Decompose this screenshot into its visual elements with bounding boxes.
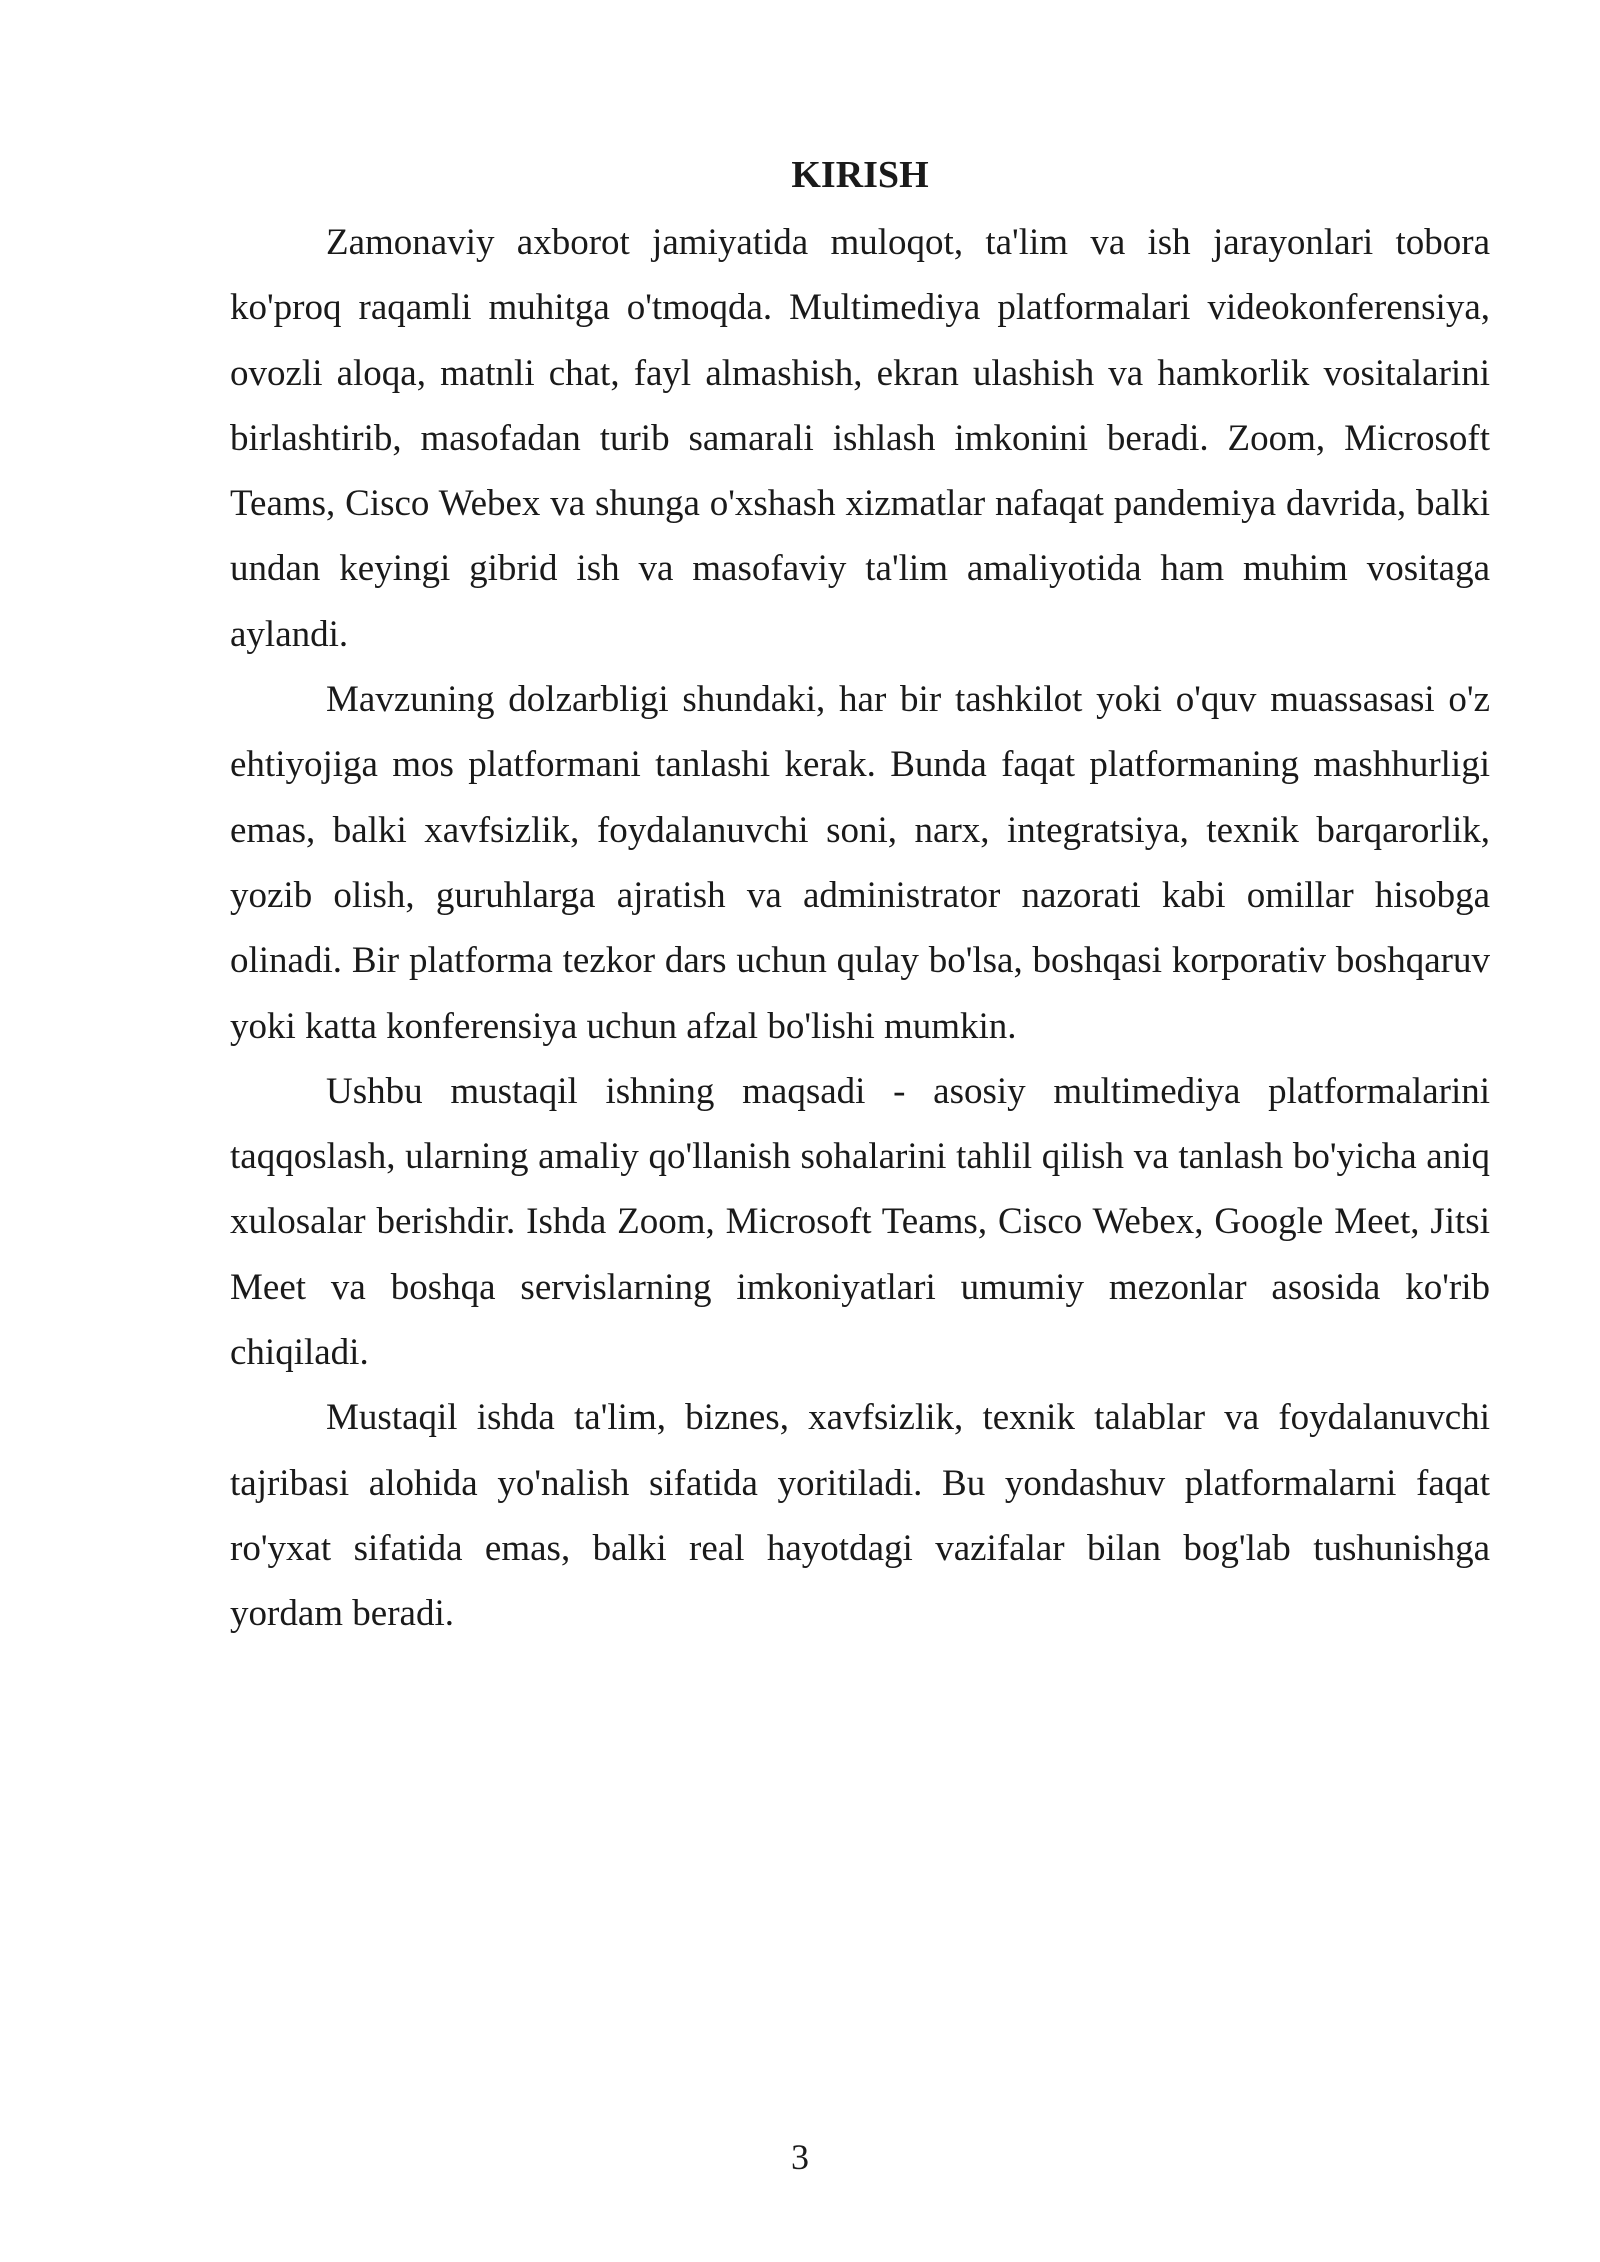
section-heading: KIRISH [791, 154, 929, 196]
page-number: 3 [791, 2137, 809, 2177]
paragraph-2: Mavzuning dolzarbligi shundaki, har bir tashkilot yoki o'quv muassasasi o'z ehtiyojiga mos platformani tanlashi kerak. Bunda faqat platformaning mashhurligi emas, balki xavfsizlik, foydalanuvchi soni, narx, integratsiya, texnik barqarorlik, yozib olish, guruhlarga ajratish va administrator nazorati kabi omillar hisobga olinadi. Bir platforma tezkor dars uchun qulay bo'lsa, boshqasi korporativ boshqaruv yoki katta konferensiya uchun afzal bo'lishi mumkin. [230, 679, 1490, 1047]
body-text [230, 210, 1490, 1647]
paragraph-4: Mustaqil ishda ta'lim, biznes, xavfsizlik, texnik talablar va foydalanuvchi tajribasi alohida yo'nalish sifatida yoritiladi. Bu yondashuv platformalarni faqat ro'yxat sifatida emas, balki real hayotdagi vazifalar bilan bog'lab tushunishga yordam beradi. [230, 1397, 1490, 1635]
paragraph-1: Zamonaviy axborot jamiyatida muloqot, ta'lim va ish jarayonlari tobora ko'proq raqamli muhitga o'tmoqda. Multimediya platformalari videokonferensiya, ovozli aloqa, matnli chat, fayl almashish, ekran ulashish va hamkorlik vositalarini birlashtirib, masofadan turib samarali ishlash imkonini beradi. Zoom, Microsoft Teams, Cisco Webex va shunga o'xshash xizmatlar nafaqat pandemiya davrida, balki undan keyingi gibrid ish va masofaviy ta'lim amaliyotida ham muhim vositaga aylandi. [230, 222, 1490, 655]
paragraph-3: Ushbu mustaqil ishning maqsadi - asosiy multimediya platformalarini taqqoslash, ularning amaliy qo'llanish sohalarini tahlil qilish va tanlash bo'yicha aniq xulosalar berishdir. Ishda Zoom, Microsoft Teams, Cisco Webex, Google Meet, Jitsi Meet va boshqa servislarning imkoniyatlari umumiy mezonlar asosida ko'rib chiqiladi. [230, 1070, 1490, 1374]
